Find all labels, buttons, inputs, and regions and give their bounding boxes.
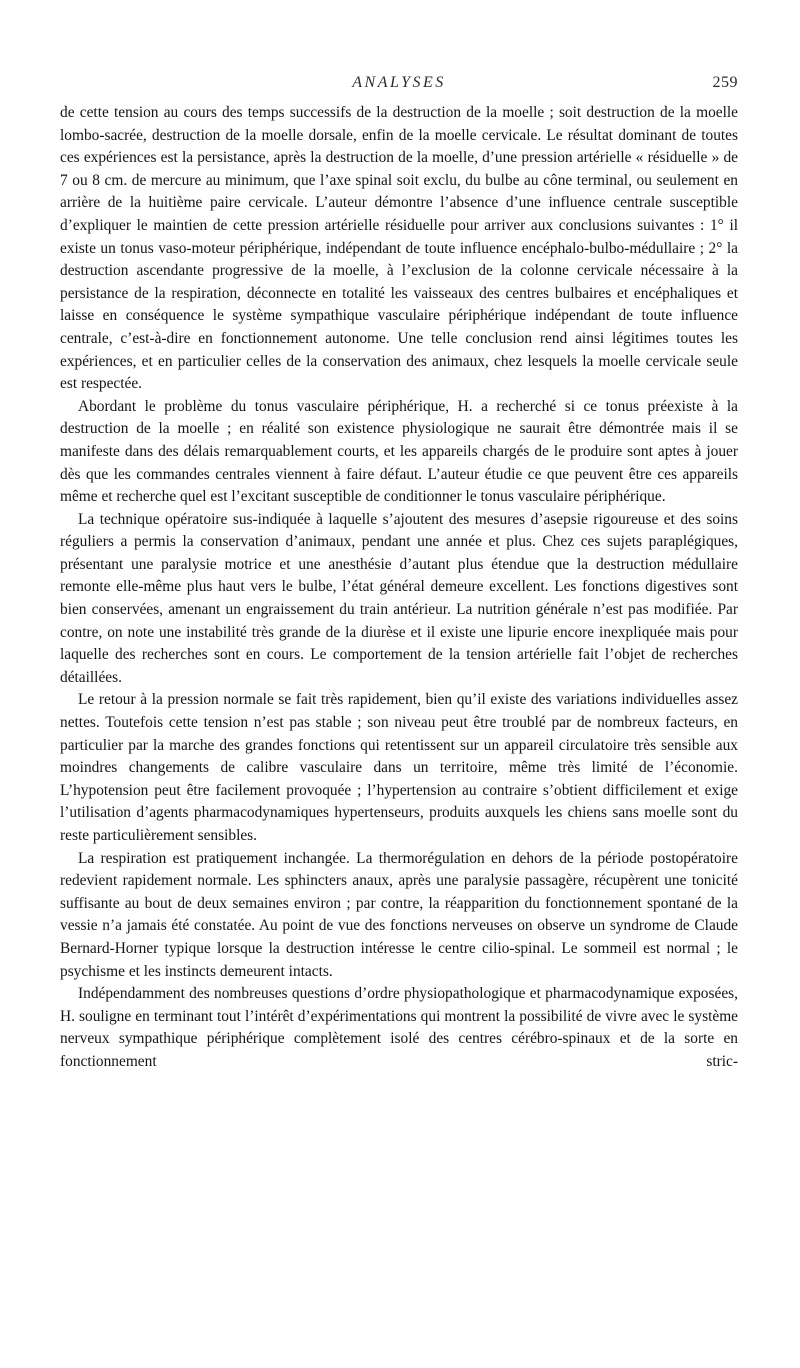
body-text [60,102,738,1074]
paragraph: Le retour à la pression normale se fait très rapidement, bien qu’il existe des variations individuelles assez nettes. Toutefois cette tension n’est pas stable ; son niveau peut être troublé par de nombreux facteurs, en particulier par la marche des grandes fonctions qui retentissent sur un appareil circulatoire très sensible aux moindres changements de calibre vasculaire dans un territoire, même très limité de l’économie. L’hypotension peut être facilement provoquée ; l’hypertension au contraire s’obtient difficilement et exige l’utilisation d’agents pharmacodynamiques hypertenseurs, produits auxquels les chiens sans moelle sont du reste particulièrement sensibles. [60,691,738,844]
paragraph: La technique opératoire sus-indiquée à laquelle s’ajoutent des mesures d’asepsie rigoureuse et des soins réguliers a permis la conservation d’animaux, pendant une année et plus. Chez ces sujets paraplégiques, présentant une paralysie motrice et une anesthésie d’autant plus étendue que la destruction médullaire remonte elle-même plus haut vers le bulbe, l’état général demeure excellent. Les fonctions digestives sont bien conservées, amenant un engraissement du train antérieur. La nutrition générale n’est pas modifiée. Par contre, on note une instabilité très grande de la diurèse et il existe une lipurie encore inexpliquée mais pour laquelle des recherches sont en cours. Le comportement de la tension artérielle fait l’objet de recherches détaillées. [60,510,738,686]
paragraph: La respiration est pratiquement inchangée. La thermorégulation en dehors de la période postopératoire redevient rapidement normale. Les sphincters anaux, après une paralysie passagère, récupèrent une tonicité suffisante au bout de deux semaines environ ; par contre, la réapparition du fonctionnement spontané de la vessie n’a jamais été constatée. Au point de vue des fonctions nerveuses on observe un syndrome de Claude Bernard-Horner typique lorsque la destruction intéresse le centre cilio-spinal. Le sommeil est normal ; le psychisme et les instincts demeurent intacts. [60,849,738,980]
paragraph-continued: de cette tension au cours des temps successifs de la destruction de la moelle ; soit destruction de la moelle lombo-sacrée, destruction de la moelle dorsale, enfin de la moelle cervicale. Le résultat dominant de toutes ces expériences est la persistance, après la destruction de la moelle, d’une pression artérielle « résiduelle » de 7 ou 8 cm. de mercure au minimum, que l’axe spinal soit exclu, du bulbe au cône terminal, ou seulement en arrière de la huitième paire cervicale. L’auteur démontre l’absence d’une influence centrale susceptible d’expliquer le maintien de cette pression artérielle résiduelle pour arriver aux conclusions suivantes : 1° il existe un tonus vaso-moteur périphérique, indépendant de toute influence encéphalo-bulbo-médullaire ; 2° la destruction ascendante progressive de la moelle, à l’exclusion de la colonne cervicale nécessaire à la persistance de la respiration, déconnecte en totalité les vaisseaux des centres bulbaires et encéphaliques et laisse en conséquence le système sympathique vasculaire périphérique indépendant de toute influence centrale, c’est-à-dire en fonctionnement autonome. Une telle conclusion rend ainsi légitimes toutes les expériences, et en particulier celles de la conservation des animaux, chez lesquels la moelle cervicale seule est respectée. [60,104,738,393]
page-number: 259 [712,74,738,91]
running-head: ANALYSES [352,74,446,91]
paragraph-continues: Indépendamment des nombreuses questions d’ordre physiopathologique et pharmacodynamique exposées, H. souligne en terminant tout l’intérêt d’expérimentations qui montrent la possibilité de vivre avec le système nerveux sympathique périphérique complètement isolé des centres cérébro-spinaux et de la sorte en fonctionnement stric- [60,985,738,1070]
page [60,74,738,1074]
page-header [60,74,738,100]
paragraph: Abordant le problème du tonus vasculaire périphérique, H. a recherché si ce tonus préexiste à la destruction de la moelle ; en réalité son existence physiologique ne saurait être démontrée mais il se manifeste dans des délais remarquablement courts, et les appareils chargés de le produire sont aptes à jouer dès que les commandes centrales viennent à faire défaut. L’auteur étudie ce que peuvent être ces appareils même et recherche quel est l’excitant susceptible de conditionner le tonus vasculaire périphérique. [60,397,738,506]
